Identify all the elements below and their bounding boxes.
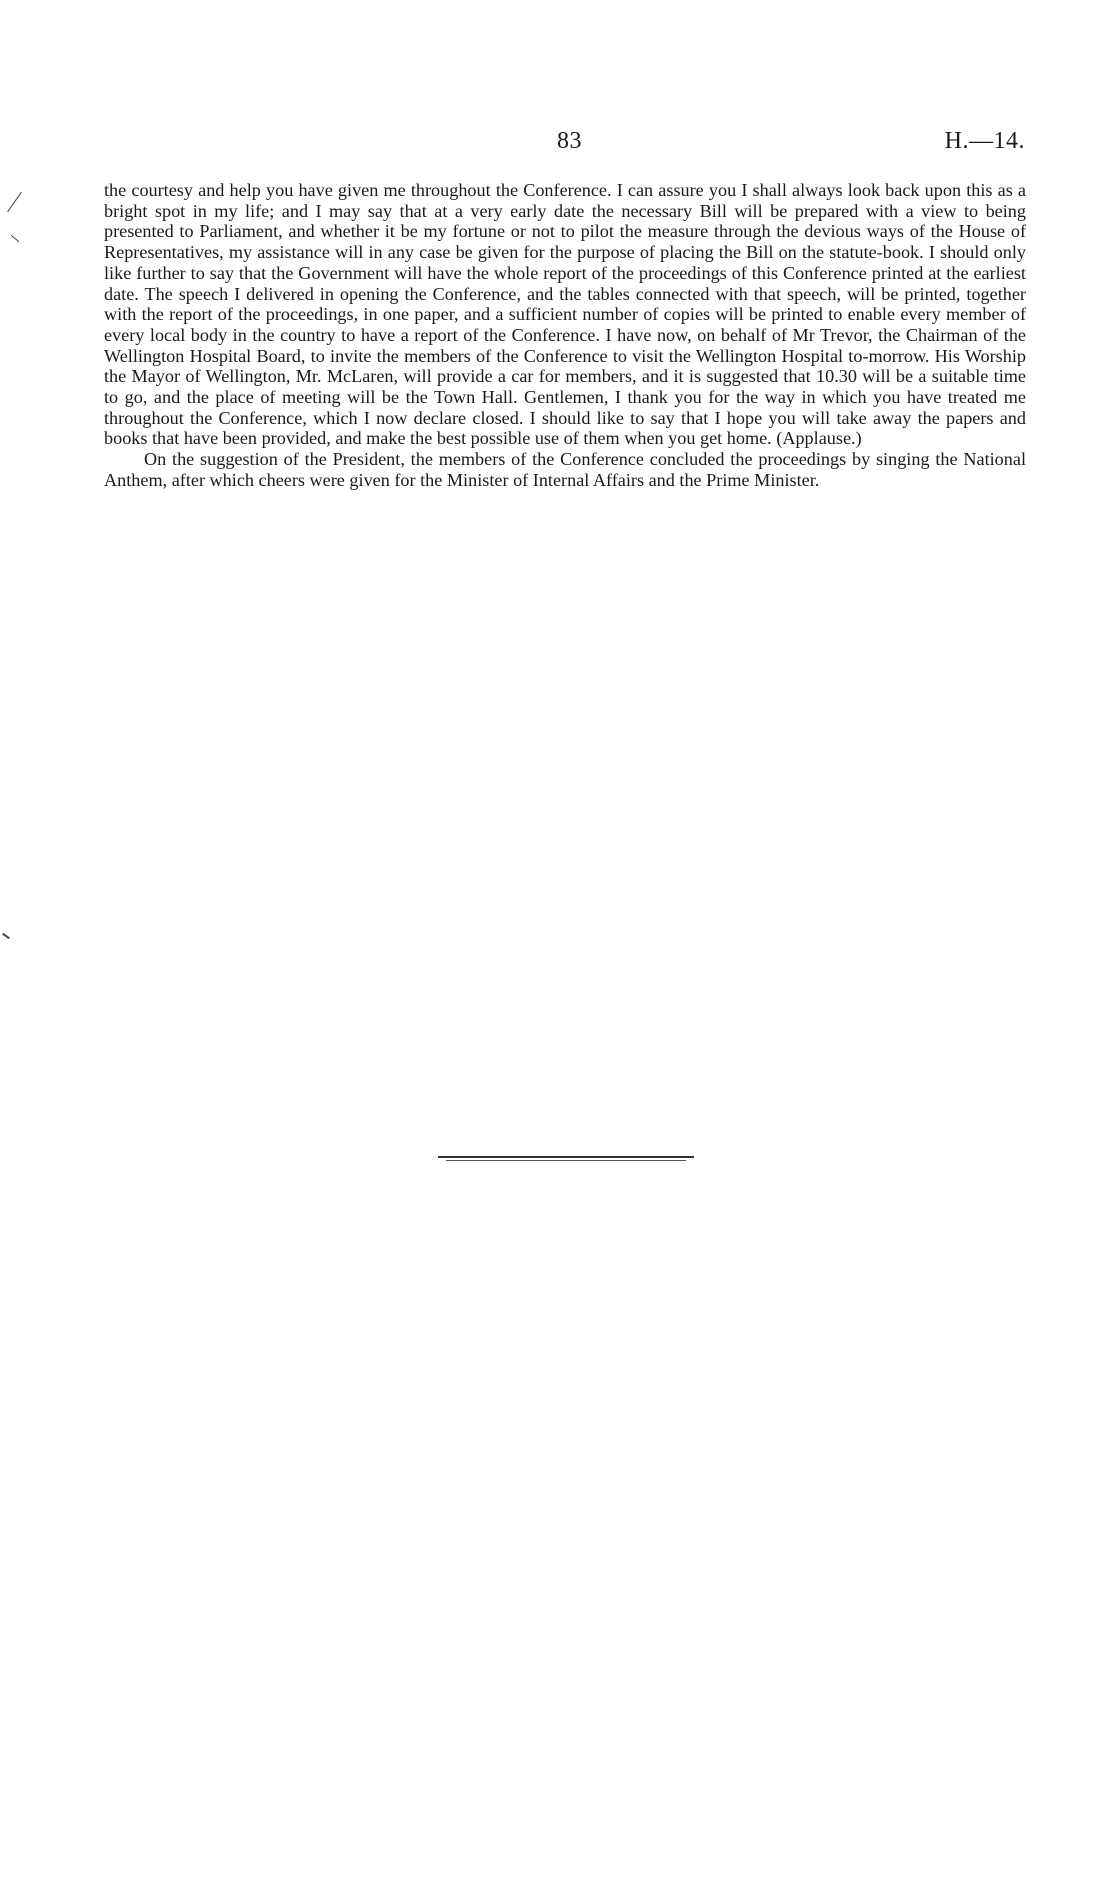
page-number: 83	[557, 128, 582, 154]
paragraph-proceedings-close: On the suggestion of the President, the members of the Conference concluded the proceedings by singing the National Anthem, after which cheers were given for the Minister of Internal Affairs and the Prime Minister.	[104, 449, 1026, 490]
closing-rule-upper-line	[438, 1156, 694, 1158]
closing-rule-lower-line	[446, 1160, 686, 1161]
margin-mark-slash	[7, 192, 22, 212]
paragraph-speech-conclusion: the courtesy and help you have given me throughout the Conference. I can assure you I shall always look back upon this as a bright spot in my life; and I may say that at a very early date the necessary Bill will be prepared with a view to being presented to Parliament, and whether it be my fortune or not to pilot the measure through the devious ways of the House of Representatives, my assistance will in any case be given for the purpose of placing the Bill on the statute-book. I should only like further to say that the Government will have the whole report of the proceedings of this Conference printed at the earliest date. The speech I delivered in opening the Conference, and the tables connected with that speech, will be printed, together with the report of the proceedings, in one paper, and a sufficient number of copies will be printed to enable every member of every local body in the country to have a report of the Conference. I have now, on behalf of Mr Trevor, the Chairman of the Wellington Hospital Board, to invite the members of the Conference to visit the Wellington Hospital to-morrow. His Worship the Mayor of Wellington, Mr. McLaren, will provide a car for members, and it is suggested that 10.30 will be a suitable time to go, and the place of meeting will be the Town Hall. Gentlemen, I thank you for the way in which you have treated me throughout the Conference, which I now declare closed. I should like to say that I hope you will take away the papers and books that have been provided, and make the best possible use of them when you get home. (Applause.)	[104, 180, 1026, 449]
margin-mark-dash	[2, 933, 10, 939]
margin-mark-tick	[11, 235, 19, 242]
paper-reference: H.—14.	[944, 128, 1025, 154]
body-text	[104, 180, 1026, 491]
closing-rule	[438, 1156, 694, 1162]
